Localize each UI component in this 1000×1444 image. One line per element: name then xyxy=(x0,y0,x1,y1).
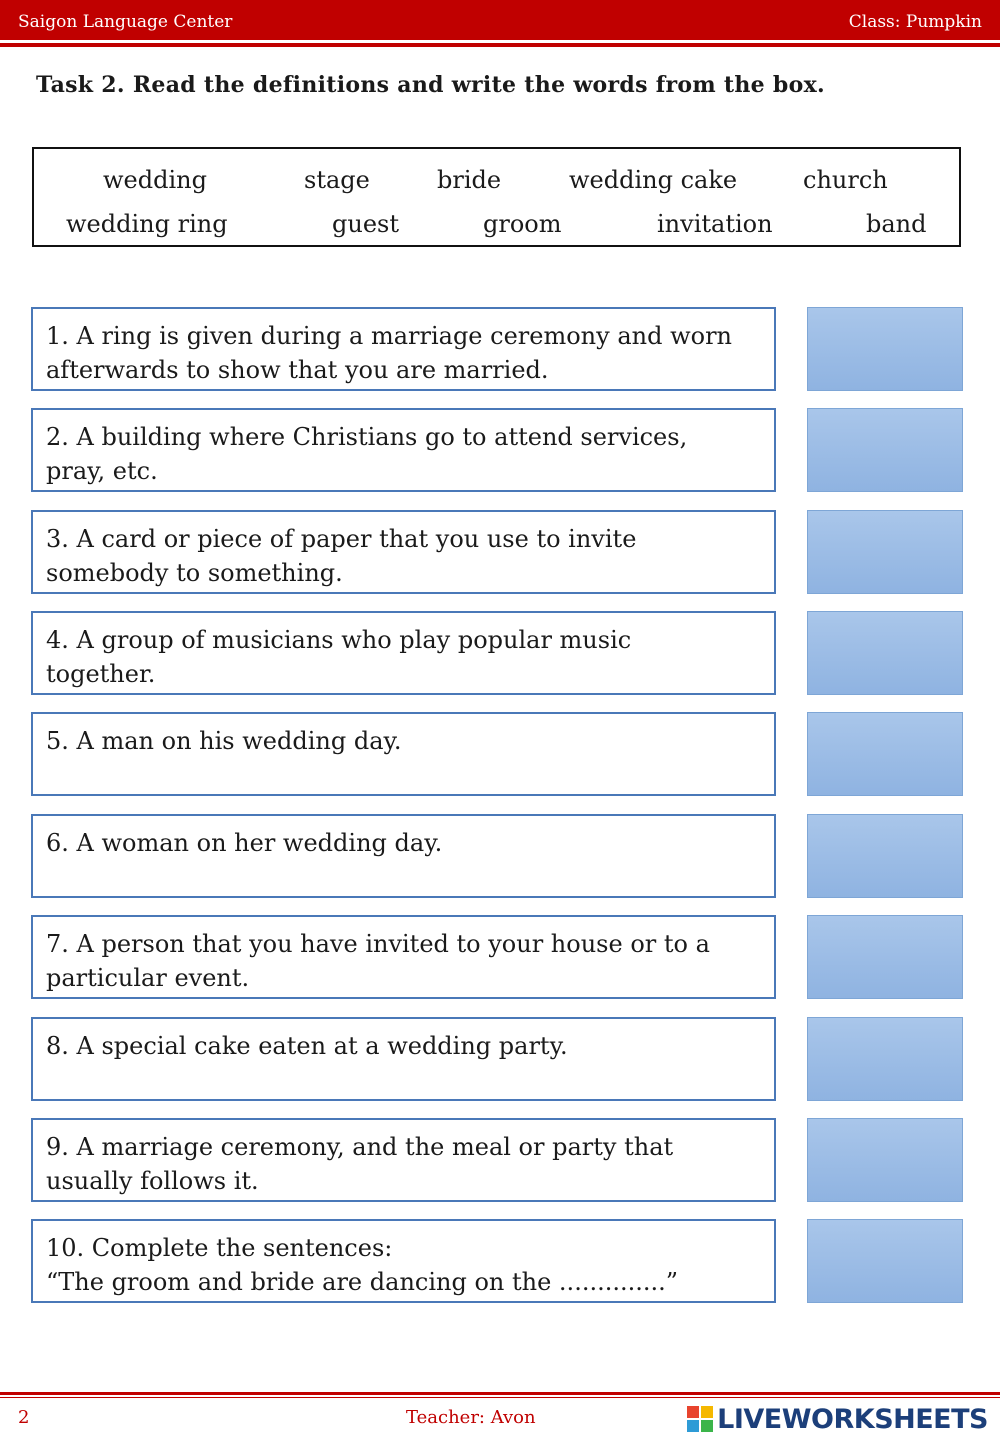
answer-input-3[interactable] xyxy=(807,510,963,594)
footer-divider xyxy=(0,1397,1000,1398)
word-option: groom xyxy=(483,210,562,238)
answer-input-7[interactable] xyxy=(807,915,963,999)
teacher-name: Teacher: Avon xyxy=(406,1407,536,1428)
definition-line: 4. A group of musicians who play popular music xyxy=(46,626,632,654)
school-name: Saigon Language Center xyxy=(18,12,233,32)
definition-box xyxy=(31,1118,776,1202)
definition-line: 6. A woman on her wedding day. xyxy=(46,829,443,857)
word-option: church xyxy=(803,166,888,194)
footer-divider xyxy=(0,1392,1000,1395)
brand-name: LIVEWORKSHEETS xyxy=(717,1403,988,1435)
definition-box xyxy=(31,510,776,594)
definition-line: 9. A marriage ceremony, and the meal or party that xyxy=(46,1133,674,1161)
definition-line: somebody to something. xyxy=(46,559,343,587)
word-option: wedding cake xyxy=(569,166,738,194)
definition-line: particular event. xyxy=(46,964,250,992)
answer-input-5[interactable] xyxy=(807,712,963,796)
word-option: wedding ring xyxy=(66,210,228,238)
definition-box xyxy=(31,611,776,695)
answer-input-10[interactable] xyxy=(807,1219,963,1303)
answer-input-1[interactable] xyxy=(807,307,963,391)
definition-line: 1. A ring is given during a marriage ceremony and worn xyxy=(46,322,732,350)
definition-line: pray, etc. xyxy=(46,457,158,485)
definition-box xyxy=(31,307,776,391)
definition-box xyxy=(31,408,776,492)
word-option: band xyxy=(866,210,927,238)
definition-box xyxy=(31,1017,776,1101)
definition-line: 10. Complete the sentences: xyxy=(46,1234,393,1262)
definition-line: together. xyxy=(46,660,156,688)
class-name: Class: Pumpkin xyxy=(848,12,982,32)
word-option: invitation xyxy=(657,210,773,238)
answer-input-6[interactable] xyxy=(807,814,963,898)
task-title: Task 2. Read the definitions and write the words from the box. xyxy=(36,72,825,98)
answer-input-2[interactable] xyxy=(807,408,963,492)
page-header xyxy=(0,0,1000,43)
definition-line: 8. A special cake eaten at a wedding party. xyxy=(46,1032,568,1060)
definition-line: afterwards to show that you are married. xyxy=(46,356,549,384)
word-option: bride xyxy=(437,166,502,194)
definition-line: usually follows it. xyxy=(46,1167,259,1195)
word-option: guest xyxy=(332,210,399,238)
definition-line: 2. A building where Christians go to attend services, xyxy=(46,423,688,451)
definition-line: “The groom and bride are dancing on the ..............” xyxy=(46,1268,679,1296)
word-box xyxy=(32,147,961,247)
page-number: 2 xyxy=(18,1407,30,1428)
definition-box xyxy=(31,712,776,796)
definition-line: 5. A man on his wedding day. xyxy=(46,727,402,755)
definition-line: 7. A person that you have invited to your house or to a xyxy=(46,930,710,958)
definition-box xyxy=(31,1219,776,1303)
definition-line: 3. A card or piece of paper that you use to invite xyxy=(46,525,637,553)
definition-box xyxy=(31,814,776,898)
answer-input-9[interactable] xyxy=(807,1118,963,1202)
word-option: stage xyxy=(304,166,370,194)
logo-icon xyxy=(687,1406,713,1432)
answer-input-8[interactable] xyxy=(807,1017,963,1101)
word-option: wedding xyxy=(103,166,207,194)
liveworksheets-logo xyxy=(687,1402,988,1436)
answer-input-4[interactable] xyxy=(807,611,963,695)
definition-box xyxy=(31,915,776,999)
